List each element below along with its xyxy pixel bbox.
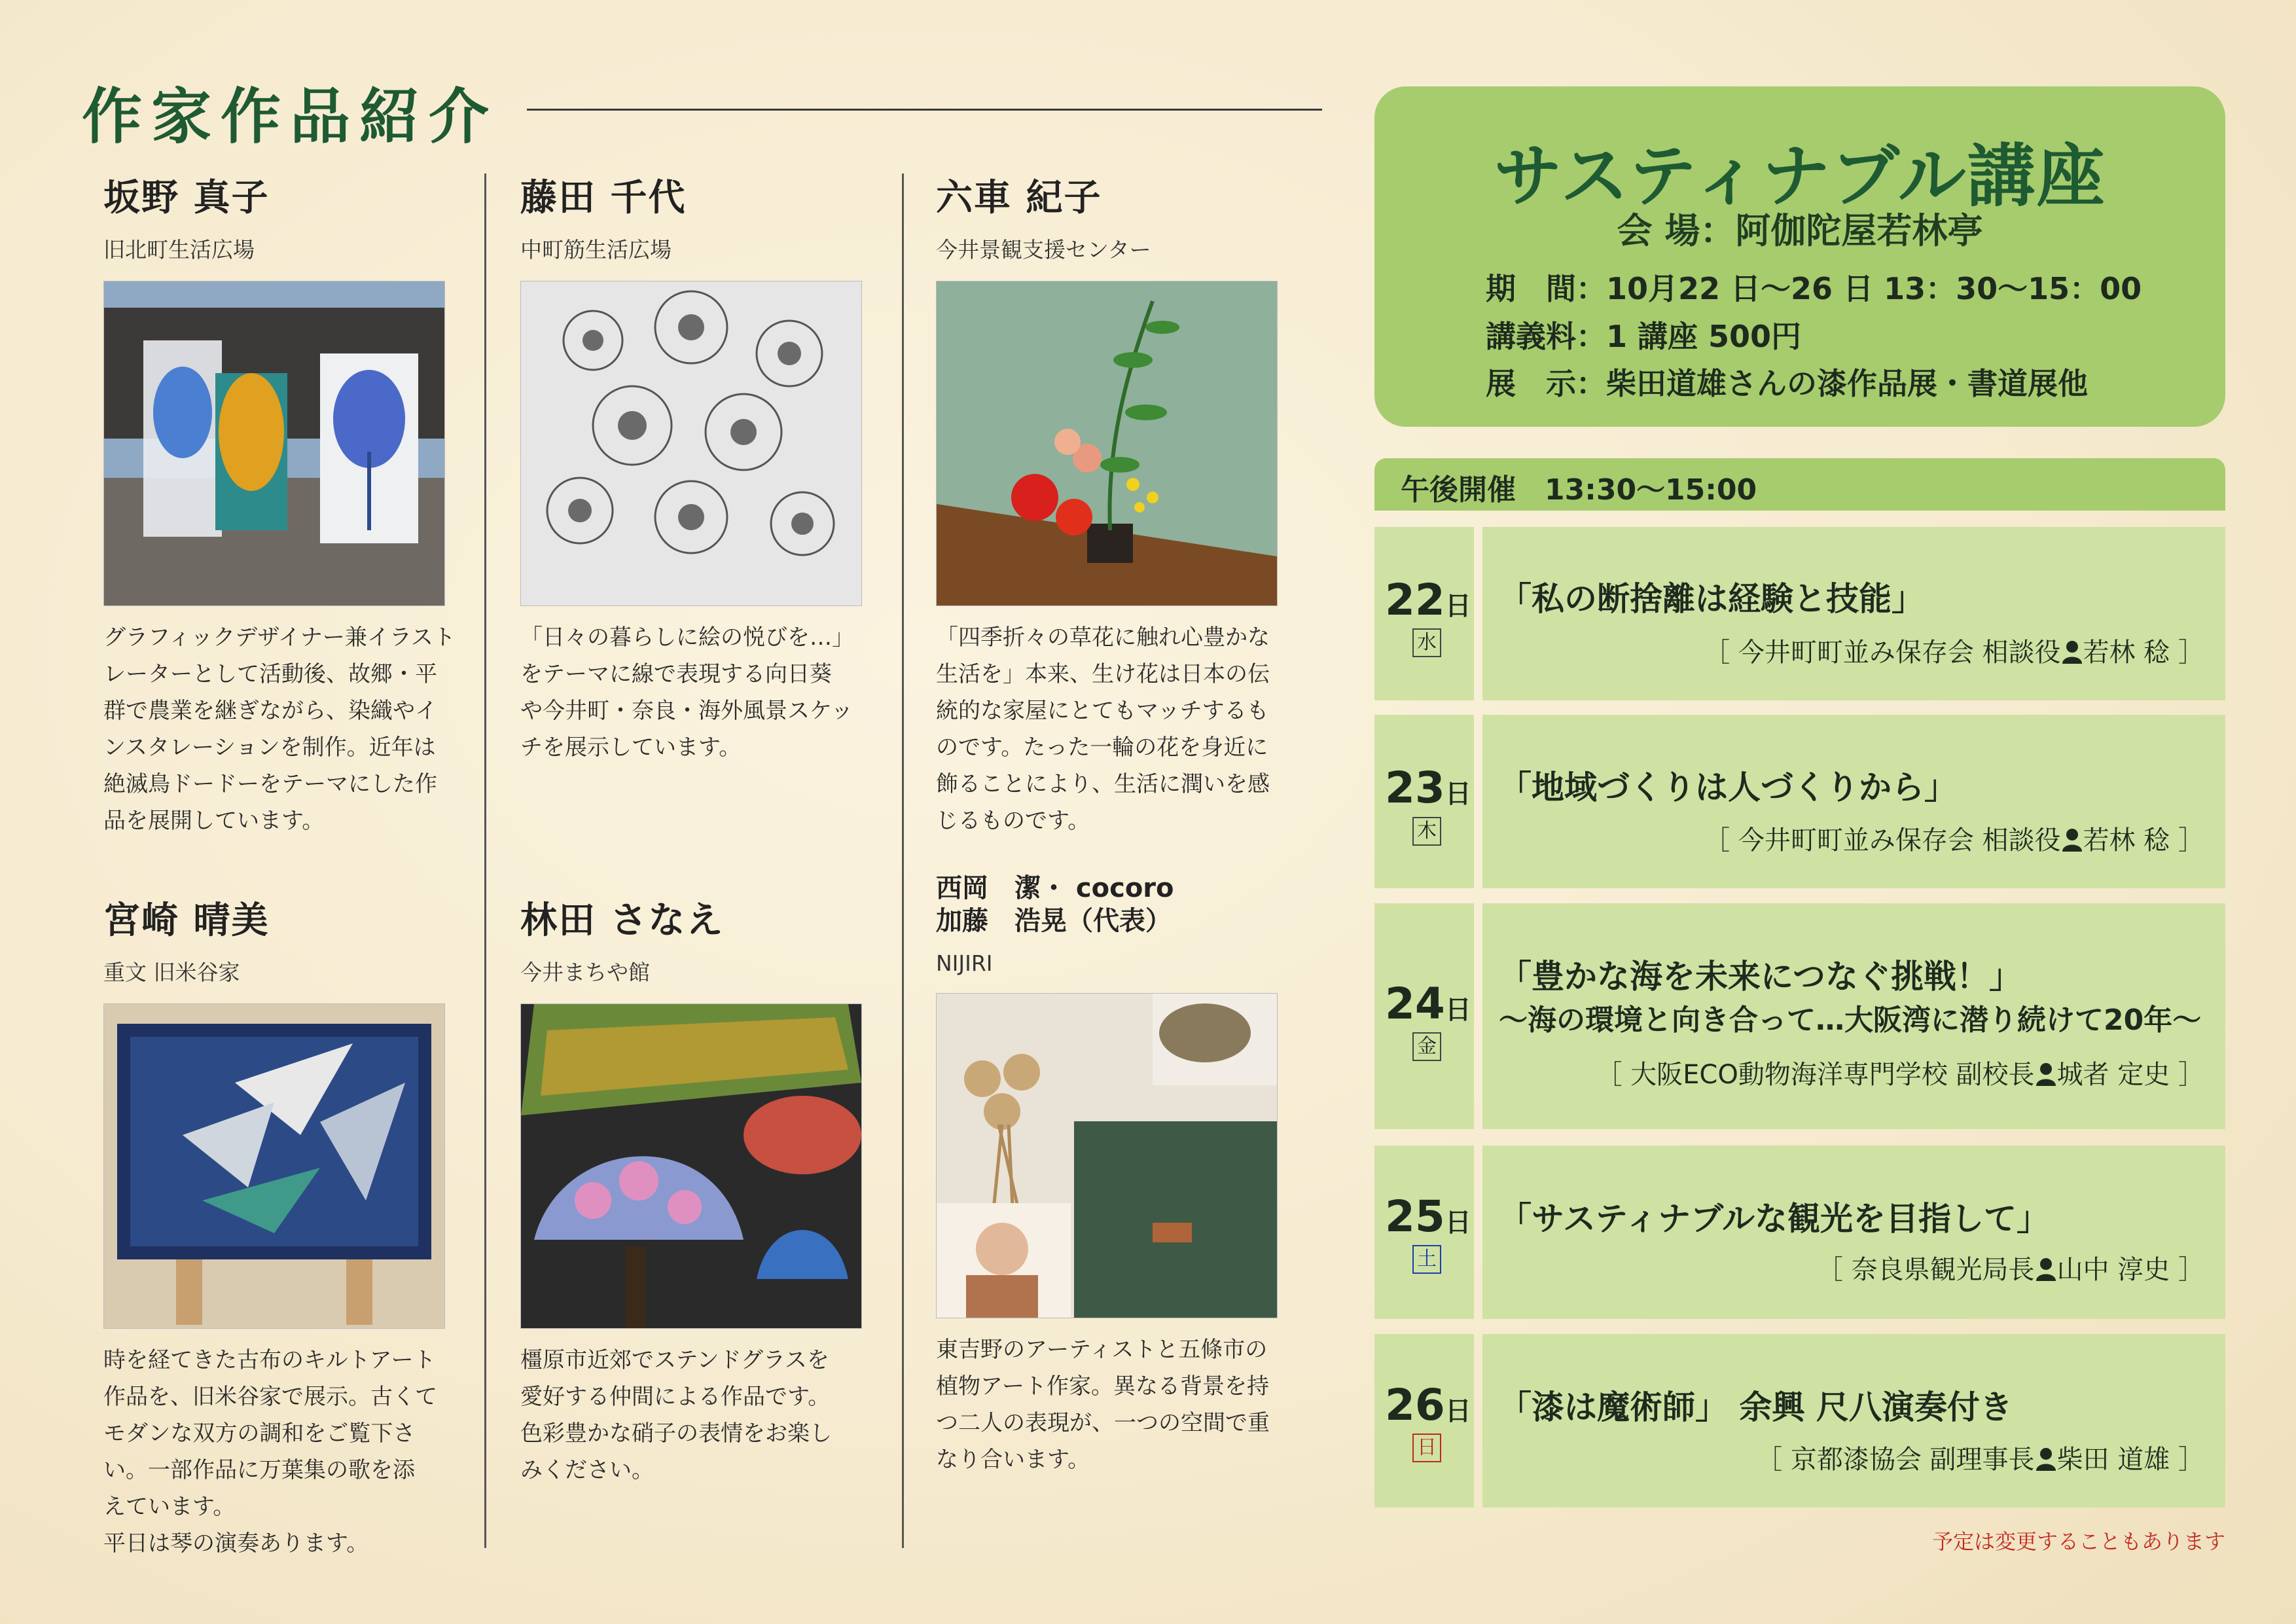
quilt-art-photo [103, 1003, 445, 1329]
weekday-badge: 金 [1412, 1032, 1441, 1061]
session-title: 「地域づくりは人づくりから」 [1499, 768, 1957, 806]
session-date: 22日 [1385, 575, 1471, 625]
artist-card-muguruma [936, 169, 1302, 839]
session-date: 26日 [1385, 1380, 1471, 1430]
session-title: 「私の断捨離は経験と技能」 [1499, 580, 1924, 618]
artist-venue: 今井景観支援センター [936, 237, 1151, 262]
artist-venue: 旧北町生活広場 [103, 237, 255, 262]
person-icon [2061, 828, 2083, 852]
schedule-header: 午後開催 13:30～15:00 [1401, 473, 1757, 507]
artist-name: 坂野 真子 [103, 177, 270, 219]
person-icon [2035, 1257, 2057, 1281]
stained-glass-lamps-photo [520, 1003, 862, 1329]
lecture-exhibit: 展 示：柴田道雄さんの漆作品展・書道展他 [1486, 366, 2088, 401]
artist-description: 橿原市近郊でステンドグラスを 愛好する仲間による作品です。 色彩豊かな硝子の表情をお楽し みください。 [520, 1347, 832, 1483]
artist-name: 林田 さなえ [520, 899, 725, 942]
session-speaker: ［ 奈良県観光局長 山中 淳史 ］ [1816, 1255, 2204, 1285]
column-divider [902, 173, 904, 1548]
lecture-fee: 講義料：1 講座 500円 [1486, 319, 1802, 354]
artist-description: 東吉野のアーティストと五條市の 植物アート作家。異なる背景を持 つ二人の表現が、一つの空間で重 なり合います。 [936, 1337, 1270, 1473]
artist-description: グラフィックデザイナー兼イラスト レーターとして活動後、故郷・平 群で農業を継ぎながら、染織やイ ンスタレーションを制作。近年は 絶滅鳥ドードーをテーマにした作 品を展開しています。 [103, 624, 456, 834]
session-date: 23日 [1385, 763, 1471, 813]
person-icon [2035, 1062, 2057, 1086]
session-title: 「サスティナブルな観光を目指して」 [1499, 1200, 2049, 1238]
session-title: 「豊かな海を未来につなぐ挑戦！」 [1499, 958, 2022, 996]
artist-venue: 今井まちや館 [520, 960, 650, 985]
collage-photo [936, 993, 1278, 1318]
weekday-badge: 土 [1412, 1245, 1441, 1274]
lecture-title: サスティナブル講座 [1494, 136, 2106, 216]
artist-card-hayashida [520, 892, 887, 1489]
artist-venue: 中町筋生活広場 [520, 237, 672, 262]
session-title: 「漆は魔術師」 余興 尺八演奏付き [1499, 1388, 2013, 1426]
footnote: 予定は変更することもあります [1931, 1529, 2225, 1554]
artist-names: 西岡 潔・ cocoro 加藤 浩晃（代表） [936, 873, 1174, 936]
artist-venue: 重文 旧米谷家 [103, 960, 240, 985]
session-speaker: ［ 今井町町並み保存会 相談役 若林 稔 ］ [1704, 825, 2204, 856]
artist-venue: NIJIRI [936, 950, 993, 976]
sunflower-drawing [520, 281, 862, 606]
session-subtitle: ～海の環境と向き合って…大阪湾に潜り続けて20年～ [1499, 1003, 2202, 1037]
session-speaker: ［ 大阪ECO動物海洋専門学校 副校長 城者 定史 ］ [1596, 1060, 2204, 1090]
title-divider [527, 109, 1322, 111]
artist-card-nijiri [936, 872, 1302, 1478]
artist-description: 「日々の暮らしに絵の悦びを…」 をテーマに線で表現する向日葵 や今井町・奈良・海外風景スケッ チを展示しています。 [520, 624, 854, 761]
artist-card-fujita [520, 169, 887, 766]
session-speaker: ［ 京都漆協会 副理事長 柴田 道雄 ］ [1756, 1445, 2204, 1475]
person-icon [2035, 1447, 2057, 1471]
artist-name: 宮崎 晴美 [103, 899, 270, 942]
artist-name: 六車 紀子 [936, 177, 1102, 219]
artist-description: 時を経てきた古布のキルトアート 作品を、旧米谷家で展示。古くて モダンな双方の調和をご覧下さ い。一部作品に万葉集の歌を添 えています。 平日は琴の演奏あります。 [103, 1347, 437, 1557]
flower-arrangement-photo [936, 281, 1278, 606]
curtain-installation-photo [103, 281, 445, 606]
session-date: 24日 [1385, 979, 1471, 1029]
weekday-badge: 水 [1412, 628, 1441, 657]
artist-card-miyazaki [103, 892, 470, 1562]
lecture-period: 期 間：10月22 日～26 日 13：30～15：00 [1486, 271, 2142, 306]
lecture-venue: 会 場：阿伽陀屋若林亭 [1617, 210, 1983, 251]
person-icon [2061, 640, 2083, 664]
column-divider [484, 173, 486, 1548]
section-title: 作家作品紹介 [82, 82, 499, 152]
weekday-badge: 木 [1412, 817, 1441, 846]
artist-card-sakano [103, 169, 470, 839]
session-date: 25日 [1385, 1191, 1471, 1242]
artist-description: 「四季折々の草花に触れ心豊かな 生活を」本来、生け花は日本の伝 統的な家屋にとてもマッチするも のです。たった一輪の花を身近に 飾ることにより、生活に潤いを感 じるものです。 [936, 624, 1270, 834]
artist-name: 藤田 千代 [520, 177, 687, 219]
session-speaker: ［ 今井町町並み保存会 相談役 若林 稔 ］ [1704, 638, 2204, 668]
weekday-badge: 日 [1412, 1434, 1441, 1462]
